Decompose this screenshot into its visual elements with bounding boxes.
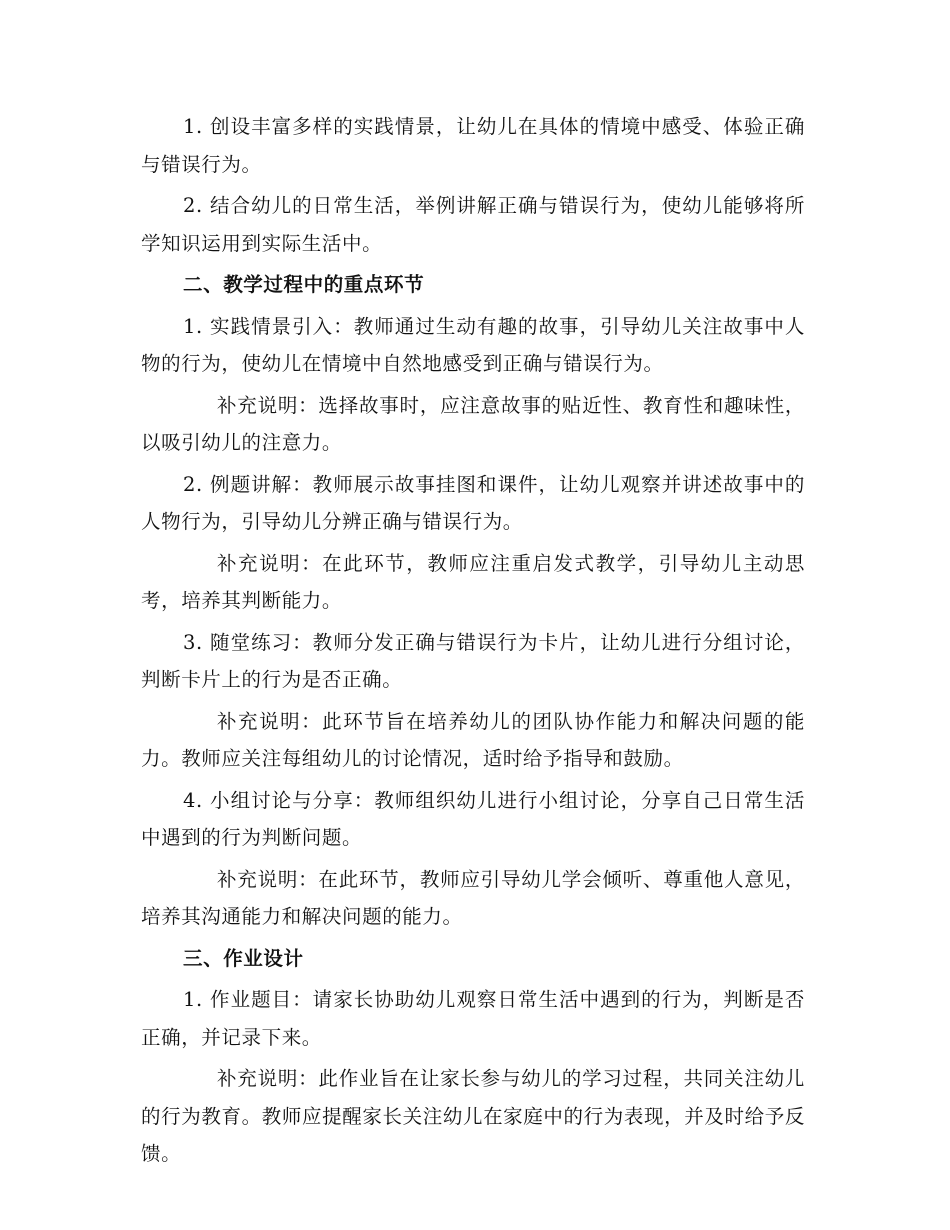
supplementary-note: 补充说明：此环节旨在培养幼儿的团队协作能力和解决问题的能力。教师应关注每组幼儿的讨论情况，适时给予指导和鼓励。 [141, 709, 805, 770]
list-item: 1. 创设丰富多样的实践情景，让幼儿在具体的情境中感受、体验正确与错误行为。 [141, 115, 805, 176]
list-item: 2. 例题讲解：教师展示故事挂图和课件，让幼儿观察并讲述故事中的人物行为，引导幼儿分辨正确与错误行为。 [141, 472, 805, 533]
supplementary-note: 补充说明：此作业旨在让家长参与幼儿的学习过程，共同关注幼儿的行为教育。教师应提醒家长关注幼儿在家庭中的行为表现，并及时给予反馈。 [141, 1067, 805, 1165]
supplementary-note: 补充说明：在此环节，教师应注重启发式教学，引导幼儿主动思考，培养其判断能力。 [141, 551, 805, 612]
section-heading: 三、作业设计 [183, 946, 304, 970]
list-item: 2. 结合幼儿的日常生活，举例讲解正确与错误行为，使幼儿能够将所学知识运用到实际生活中。 [141, 194, 805, 255]
document-body [141, 108, 805, 1177]
list-item: 4. 小组讨论与分享：教师组织幼儿进行小组讨论，分享自己日常生活中遇到的行为判断问题。 [141, 788, 805, 849]
list-item: 1. 实践情景引入：教师通过生动有趣的故事，引导幼儿关注故事中人物的行为，使幼儿在情境中自然地感受到正确与错误行为。 [141, 314, 805, 375]
list-item: 3. 随堂练习：教师分发正确与错误行为卡片，让幼儿进行分组讨论，判断卡片上的行为是否正确。 [141, 630, 805, 691]
section-heading: 二、教学过程中的重点环节 [183, 273, 425, 296]
supplementary-note: 补充说明：在此环节，教师应引导幼儿学会倾听、尊重他人意见，培养其沟通能力和解决问题的能力。 [141, 867, 805, 928]
list-item: 1. 作业题目：请家长协助幼儿观察日常生活中遇到的行为，判断是否正确，并记录下来。 [141, 988, 805, 1049]
supplementary-note: 补充说明：选择故事时，应注意故事的贴近性、教育性和趣味性，以吸引幼儿的注意力。 [141, 393, 805, 454]
